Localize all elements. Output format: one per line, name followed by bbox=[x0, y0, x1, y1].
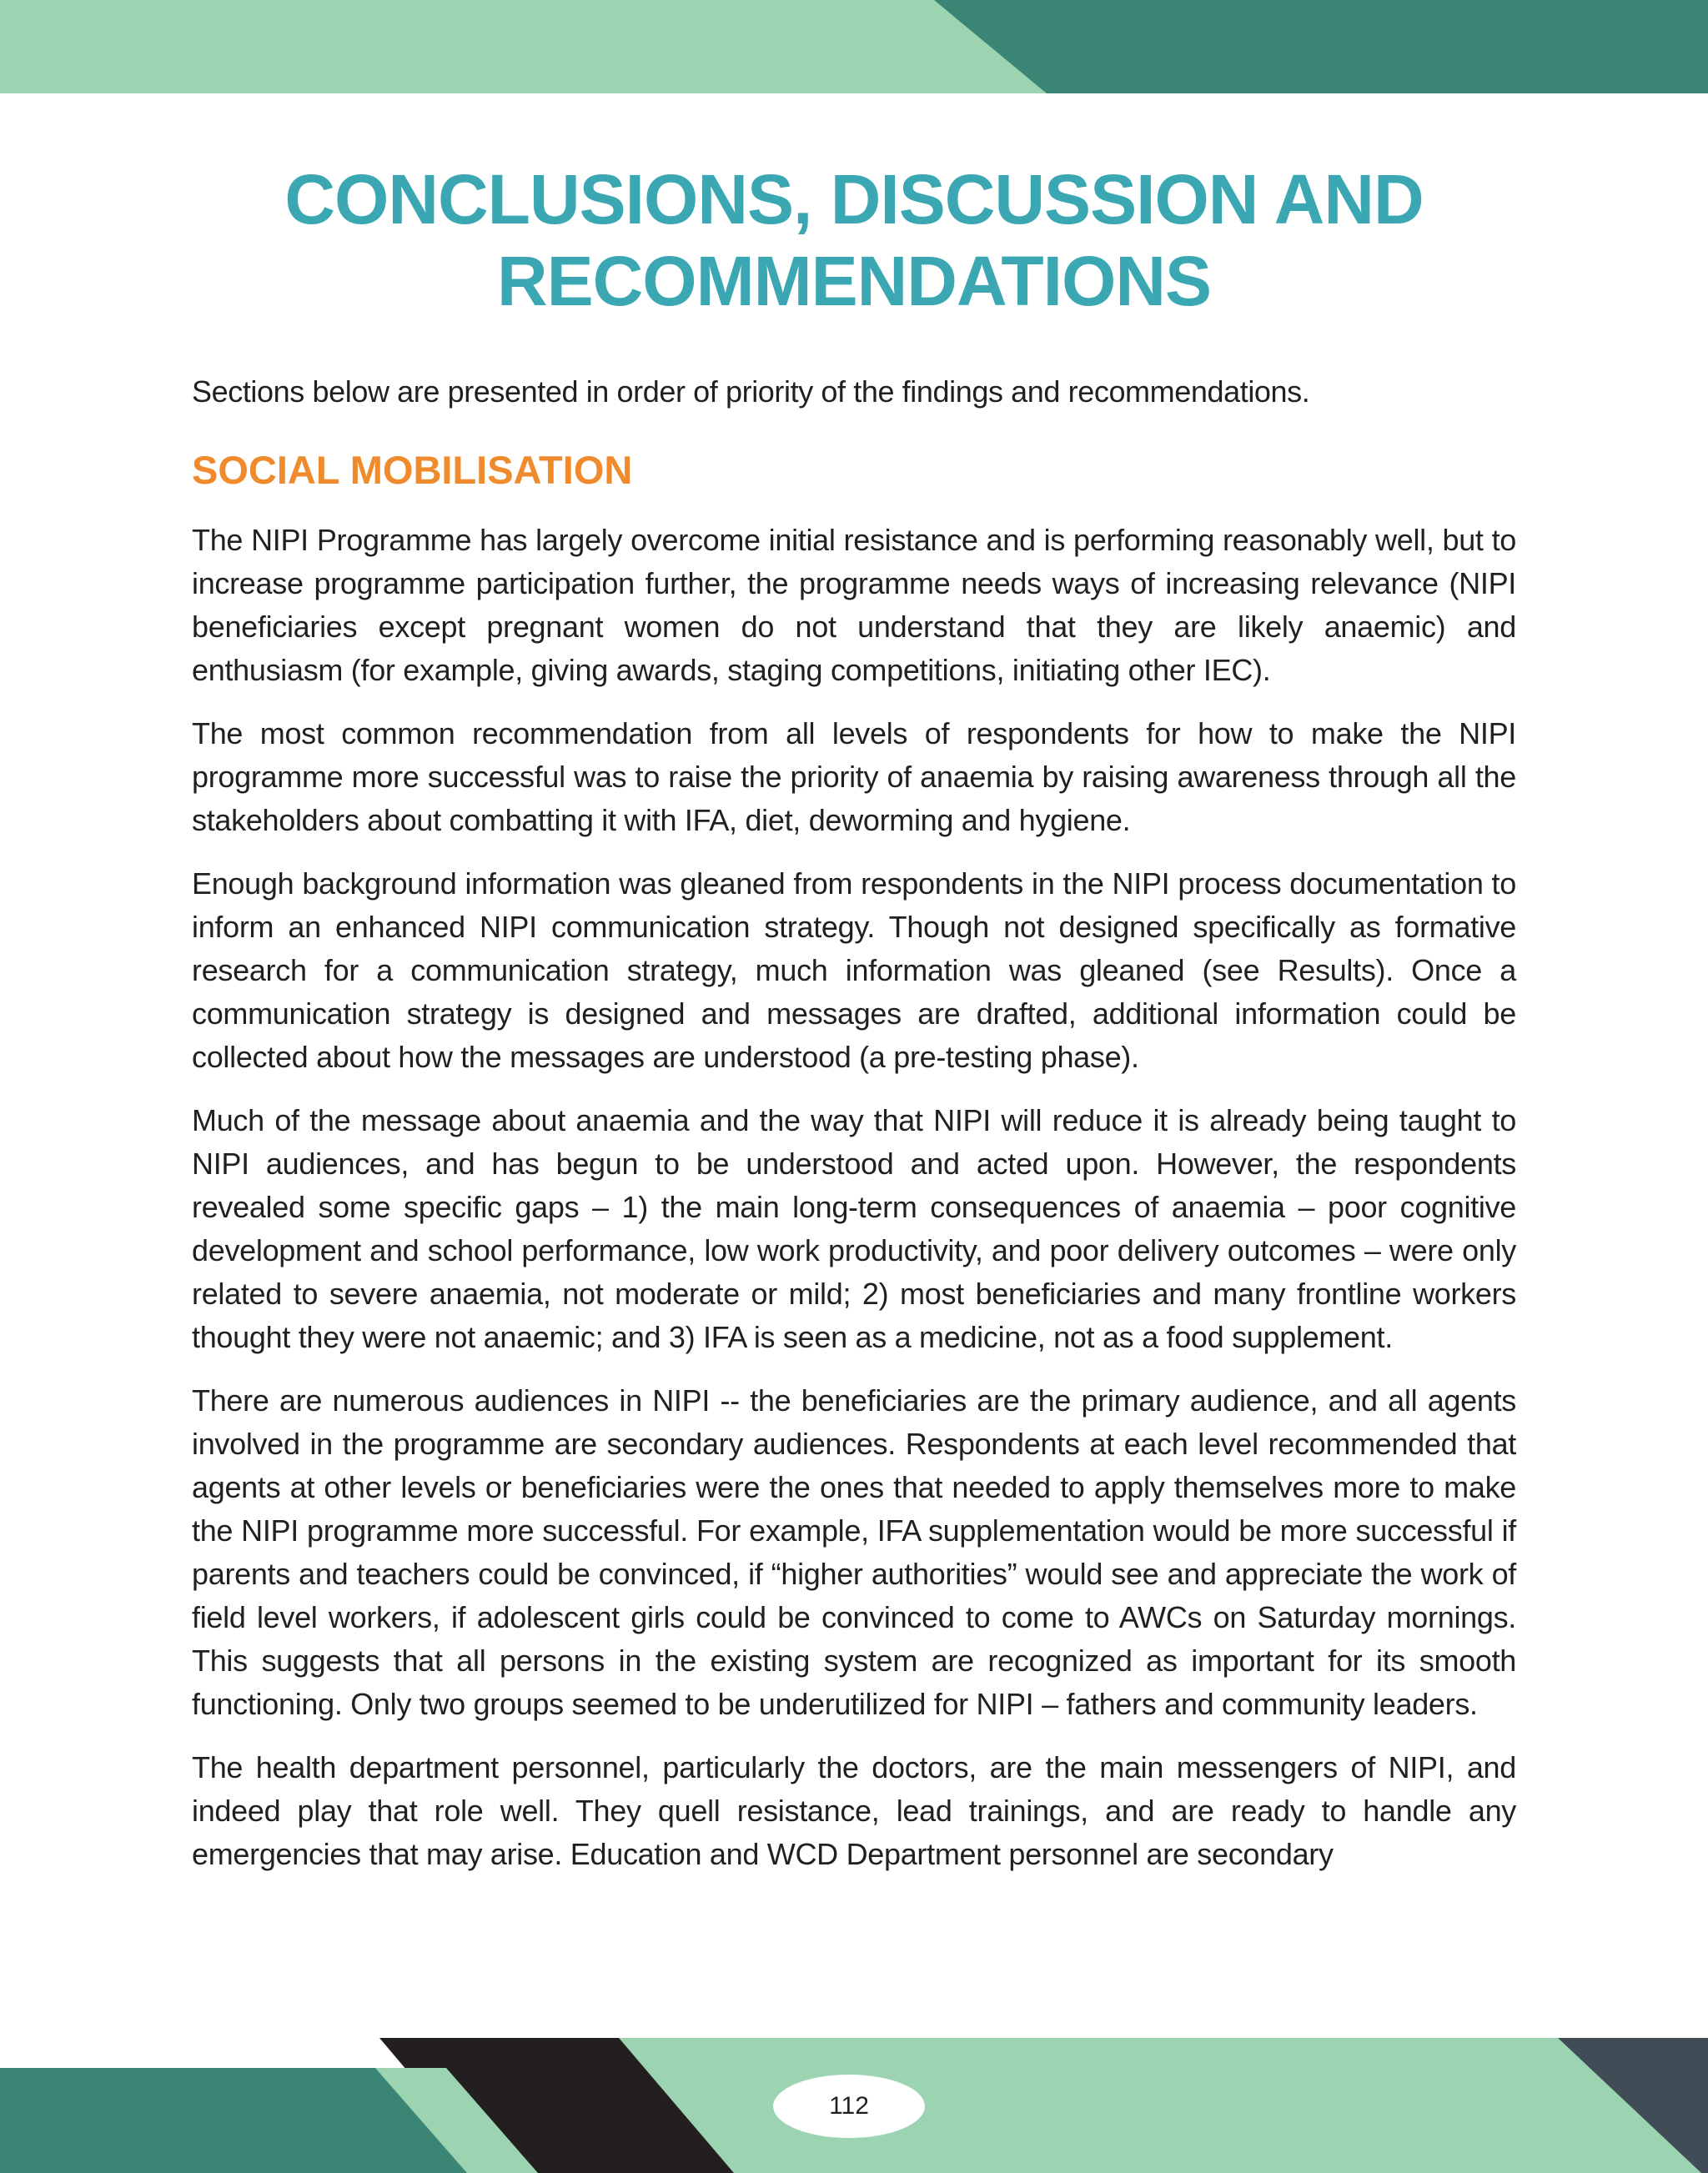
page-number-badge bbox=[773, 2075, 925, 2138]
paragraph: The health department personnel, particularly the doctors, are the main messengers of NIPI, and indeed play that role well. They quell resistance, lead trainings, and are ready to handle any emergencies that may arise. Education and WCD Department personnel are secondary bbox=[192, 1750, 1516, 1871]
intro-text: Sections below are presented in order of priority of the findings and recommendations. bbox=[192, 374, 1310, 409]
page-title bbox=[192, 158, 1516, 322]
header-decoration bbox=[0, 0, 1708, 93]
body-text bbox=[192, 519, 1516, 1896]
paragraph: There are numerous audiences in NIPI -- the beneficiaries are the primary audience, and all agents involved in the programme are secondary audiences. Respondents at each level recommended that agents at other levels or beneficiaries were the ones that needed to apply themselves more to make the NIPI programme more successful. For example, IFA supplementation would be more successful if parents and teachers could be convinced, if “higher authorities” would see and appreciate the work of field level workers, if adolescent girls could be convinced to come to AWCs on Saturday mornings. This suggests that all persons in the existing system are recognized as important for its smooth functioning. Only two groups seemed to be underutilized for NIPI – fathers and community leaders. bbox=[192, 1383, 1516, 1721]
header-band-dark bbox=[934, 0, 1708, 93]
paragraph: The NIPI Programme has largely overcome initial resistance and is performing reasonably well, but to increase programme participation further, the programme needs ways of increasing relevance (NIPI beneficiaries except pregnant women do not understand that they are likely anaemic) and enthusiasm (for example, giving awards, staging competitions, initiating other IEC). bbox=[192, 523, 1516, 687]
paragraph: Much of the message about anaemia and the way that NIPI will reduce it is already being taught to NIPI audiences, and has begun to be understood and acted upon. However, the respondents revealed some specific gaps – 1) the main long-term consequences of anaemia – poor cognitive development and school performance, low work productivity, and poor delivery outcomes – were only related to severe anaemia, not moderate or mild; 2) most beneficiaries and many frontline workers thought they were not anaemic; and 3) IFA is seen as a medicine, not as a food supplement. bbox=[192, 1103, 1516, 1354]
page-number: 112 bbox=[829, 2092, 869, 2120]
paragraph: Enough background information was gleaned from respondents in the NIPI process documentation to inform an enhanced NIPI communication strategy. Though not designed specifically as formative research for a communication strategy, much information was gleaned (see Results). Once a communication strategy is designed and messages are drafted, additional information could be collected about how the messages are understood (a pre-testing phase). bbox=[192, 866, 1516, 1074]
section-heading: SOCIAL MOBILISATION bbox=[192, 448, 633, 492]
paragraph: The most common recommendation from all levels of respondents for how to make the NIPI programme more successful was to raise the priority of anaemia by raising awareness through all the stakeholders about combatting it with IFA, diet, deworming and hygiene. bbox=[192, 716, 1516, 837]
page-title-text: CONCLUSIONS, DISCUSSION AND RECOMMENDATIONS bbox=[284, 160, 1424, 320]
